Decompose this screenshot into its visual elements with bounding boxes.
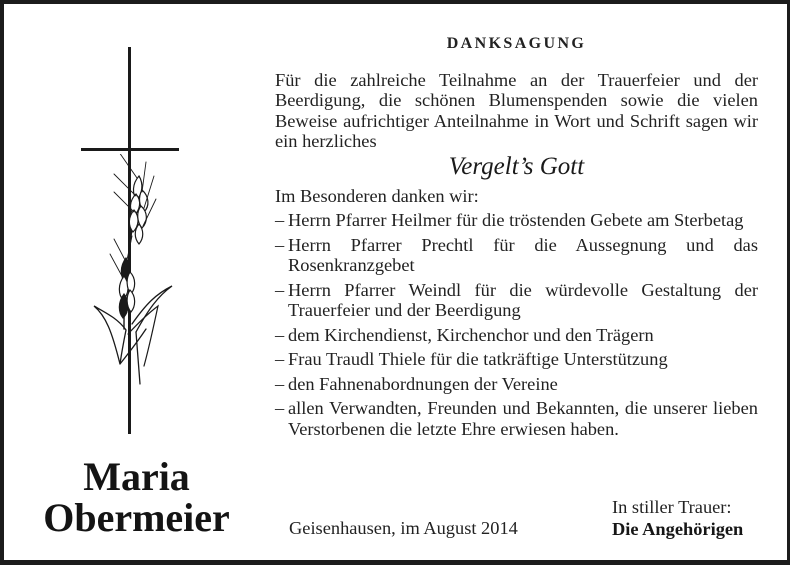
- dash: –: [275, 210, 285, 231]
- signature-block: [612, 496, 743, 540]
- dash: –: [275, 398, 285, 419]
- list-item: – Herrn Pfarrer Heilmer für die tröstenden Gebete am Sterbetag: [275, 210, 744, 231]
- signature: Die Angehörigen: [612, 519, 744, 539]
- mourning-label: In stiller Trauer:: [612, 497, 732, 517]
- thanks-text-column: [275, 34, 758, 443]
- list-item: – den Fahnenabordnungen der Vereine: [275, 373, 558, 394]
- list-item: – dem Kirchendienst, Kirchenchor und den Trägern: [275, 324, 654, 345]
- deceased-name: [24, 456, 249, 538]
- list-item: – Herrn Pfarrer Weindl für die würdevolle Gestaltung der Trauerfeier und der Beerdigung: [275, 279, 758, 321]
- cross-bar: [81, 148, 179, 151]
- list-item: – Frau Traudl Thiele für die tatkräftige Unterstützung: [275, 349, 668, 370]
- dash: –: [275, 349, 285, 370]
- intro-paragraph: Für die zahlreiche Teilnahme an der Trauerfeier und der Beerdigung, die schönen Blumenspenden sowie die vielen Beweise aufrichtiger Anteilnahme in Wort und Schrift sagen wir ein herzliches: [275, 70, 758, 152]
- vergelts-gott: Vergelt’s Gott: [448, 152, 585, 180]
- list-item: – allen Verwandten, Freunden und Bekannten, die unserer lieben Verstorbenen die letzte Ehre erwiesen haben.: [275, 398, 758, 439]
- deceased-last-name: Obermeier: [43, 495, 230, 540]
- wheat-icon: [84, 154, 184, 394]
- place-date: Geisenhausen, im August 2014: [289, 518, 518, 538]
- heading: DANKSAGUNG: [446, 35, 587, 52]
- special-thanks-label: Im Besonderen danken wir:: [275, 185, 479, 206]
- dash: –: [275, 234, 285, 255]
- dash: –: [275, 279, 285, 300]
- dash: –: [275, 324, 285, 345]
- list-item: – Herrn Pfarrer Prechtl für die Aussegnung und das Rosenkranzgebet: [275, 234, 758, 276]
- dash: –: [275, 373, 285, 394]
- deceased-first-name: Maria: [83, 454, 190, 499]
- thanks-list: [275, 210, 758, 439]
